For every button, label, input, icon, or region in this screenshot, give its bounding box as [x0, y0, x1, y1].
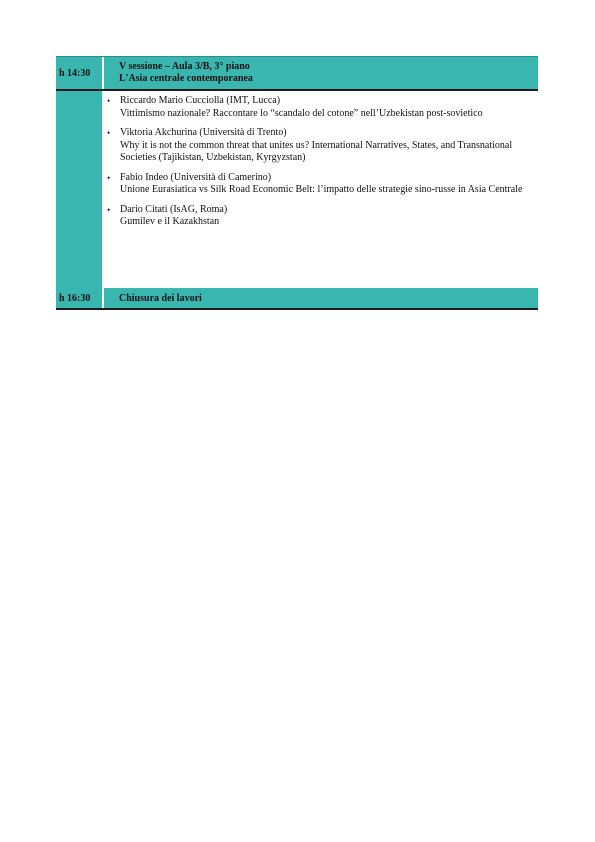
bullet-icon: • [107, 204, 111, 215]
talk-speaker: Dario Citati (IsAG, Roma) [120, 203, 228, 215]
talk-list [104, 95, 538, 229]
session-heading [104, 57, 538, 89]
bullet-icon: • [107, 96, 111, 106]
talk-speaker: Fabio Indeo (Università di Camerino) [120, 171, 272, 183]
top-rule [56, 56, 538, 57]
talk-title: Vittimismo nazionale? Raccontare lo “scandalo del cotone” nell’Uzbekistan post-sovietico [120, 107, 483, 119]
session-talks-row [56, 91, 538, 288]
bullet-icon: • [107, 128, 111, 138]
list-item [104, 172, 538, 197]
bullet-icon: • [107, 172, 111, 183]
talk-title: Why it is not the common threat that unites us? International Narratives, States, and Transnational Societies (Tajikistan, Uzbekistan, Kyrgyzstan) [120, 139, 513, 163]
list-item [104, 204, 538, 229]
time-column-fill [56, 91, 102, 288]
session-header-row [56, 57, 538, 91]
talk-speaker: Viktoria Akchurina (Università di Trento) [120, 127, 287, 138]
session-subtitle: L'Asia centrale contemporanea [119, 73, 253, 84]
talk-title: Unione Eurasiatica vs Silk Road Economic Belt: l’impatto delle strategie sino-russe in Asia Centrale [120, 184, 523, 195]
list-item [104, 95, 538, 120]
closing-time: h 16:30 [56, 288, 102, 308]
talk-title: Gumilev e il Kazakhstan [120, 216, 220, 227]
list-item [104, 127, 538, 165]
session-time: h 14:30 [56, 57, 102, 89]
session-title: V sessione – Aula 3/B, 3° piano [119, 61, 250, 72]
program-table [56, 57, 538, 310]
talks-cell [104, 91, 538, 288]
talk-speaker: Riccardo Mario Cucciolla (IMT, Lucca) [120, 95, 281, 106]
closing-row [56, 288, 538, 310]
closing-label: Chiusura dei lavori [104, 288, 538, 308]
